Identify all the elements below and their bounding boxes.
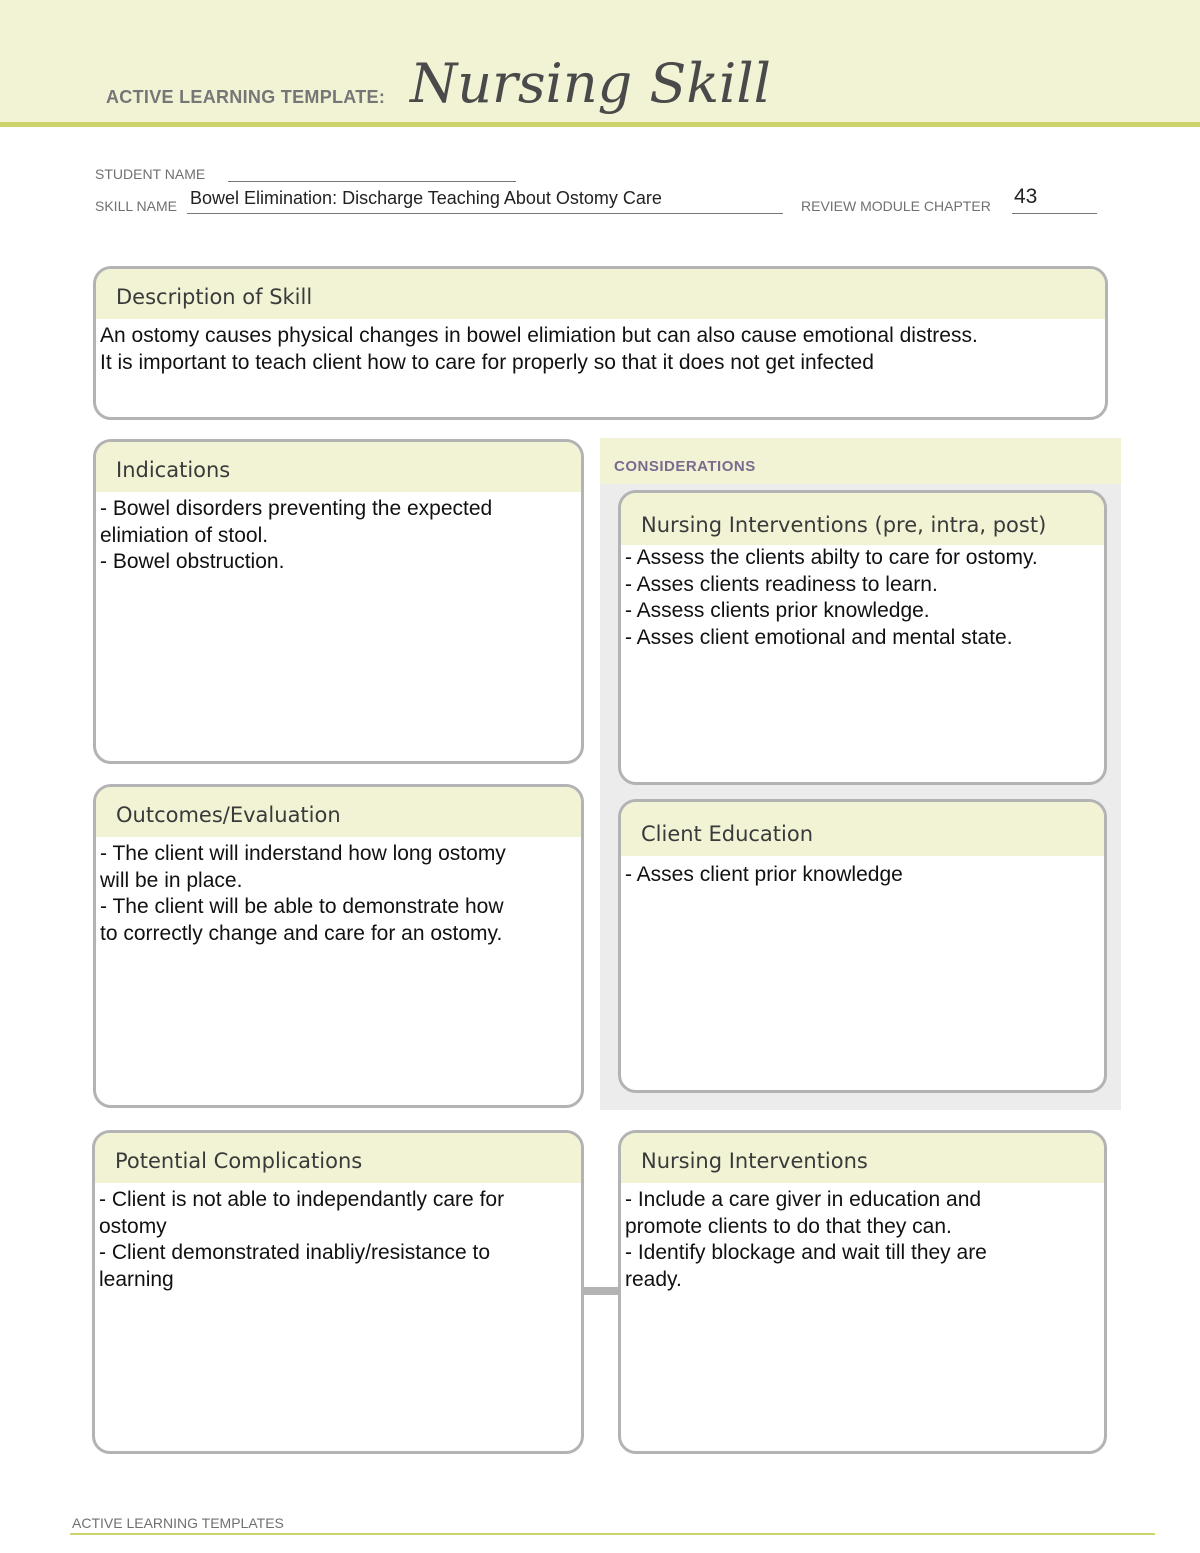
box-connector (581, 1287, 621, 1295)
complications-box (92, 1130, 584, 1454)
complications-text[interactable] (95, 1183, 581, 1293)
student-name-underline (228, 181, 516, 182)
skill-name-underline (187, 213, 783, 214)
client-education-line: - Asses client prior knowledge (625, 863, 903, 886)
interventions-ppp-line: - Asses clients readiness to learn. (625, 572, 938, 596)
considerations-label: CONSIDERATIONS (614, 458, 756, 475)
nursing-interventions-box (618, 1130, 1107, 1454)
complications-line: - Client is not able to independantly care for (99, 1188, 505, 1211)
complications-line: ostomy (99, 1214, 167, 1238)
header-rule (0, 122, 1200, 127)
interventions-ppp-line: - Assess clients prior knowledge. (625, 599, 930, 622)
nursing-interventions-line: ready. (625, 1267, 682, 1291)
outcomes-box (93, 784, 584, 1108)
description-title: Description of Skill (96, 269, 1105, 319)
indications-box (93, 439, 584, 764)
outcomes-text[interactable] (96, 837, 581, 947)
student-name-label: STUDENT NAME (95, 166, 206, 182)
indications-text[interactable] (96, 492, 581, 576)
client-education-text[interactable] (621, 856, 1104, 889)
complications-title: Potential Complications (95, 1133, 581, 1183)
complications-line: learning (99, 1267, 174, 1291)
outcomes-line: to correctly change and care for an ostomy. (100, 921, 503, 945)
page-title: Nursing Skill (410, 52, 771, 115)
description-line: It is important to teach client how to care for properly so that it does not get infected (100, 350, 874, 374)
outcomes-line: - The client will inderstand how long ostomy (100, 842, 506, 865)
indications-line: elimiation of stool. (100, 523, 269, 547)
footer-text: ACTIVE LEARNING TEMPLATES (72, 1515, 284, 1531)
indications-line: - Bowel obstruction. (100, 550, 285, 573)
client-education-title: Client Education (621, 802, 1104, 856)
description-text[interactable] (96, 319, 1105, 376)
template-label: ACTIVE LEARNING TEMPLATE: (106, 87, 386, 107)
chapter-underline (1012, 213, 1097, 214)
outcomes-title: Outcomes/Evaluation (96, 787, 581, 837)
interventions-ppp-line: - Assess the clients abilty to care for ostomy. (625, 546, 1038, 569)
footer-rule (70, 1533, 1155, 1535)
nursing-interventions-line: promote clients to do that they can. (625, 1214, 952, 1238)
description-line: An ostomy causes physical changes in bowel elimiation but can also cause emotional distress. (100, 324, 978, 347)
outcomes-line: - The client will be able to demonstrate how (100, 895, 504, 918)
interventions-ppp-box (618, 490, 1107, 785)
skill-name-label: SKILL NAME (95, 198, 177, 214)
chapter-label: REVIEW MODULE CHAPTER (801, 198, 991, 214)
outcomes-line: will be in place. (100, 868, 243, 892)
indications-title: Indications (96, 442, 581, 492)
nursing-interventions-line: - Include a care giver in education and (625, 1188, 982, 1211)
indications-line: - Bowel disorders preventing the expected (100, 497, 493, 520)
skill-name-field[interactable]: Bowel Elimination: Discharge Teaching About Ostomy Care (190, 188, 662, 208)
complications-line: - Client demonstrated inabliy/resistance to (99, 1241, 491, 1264)
description-box (93, 266, 1108, 420)
interventions-ppp-text[interactable] (621, 545, 1104, 651)
client-education-box (618, 799, 1107, 1093)
nursing-interventions-line: - Identify blockage and wait till they are (625, 1241, 987, 1264)
interventions-ppp-line: - Asses client emotional and mental state. (625, 625, 1013, 649)
nursing-interventions-title: Nursing Interventions (621, 1133, 1104, 1183)
chapter-field[interactable]: 43 (1014, 185, 1038, 208)
nursing-interventions-text[interactable] (621, 1183, 1104, 1293)
interventions-ppp-title: Nursing Interventions (pre, intra, post) (621, 493, 1104, 545)
